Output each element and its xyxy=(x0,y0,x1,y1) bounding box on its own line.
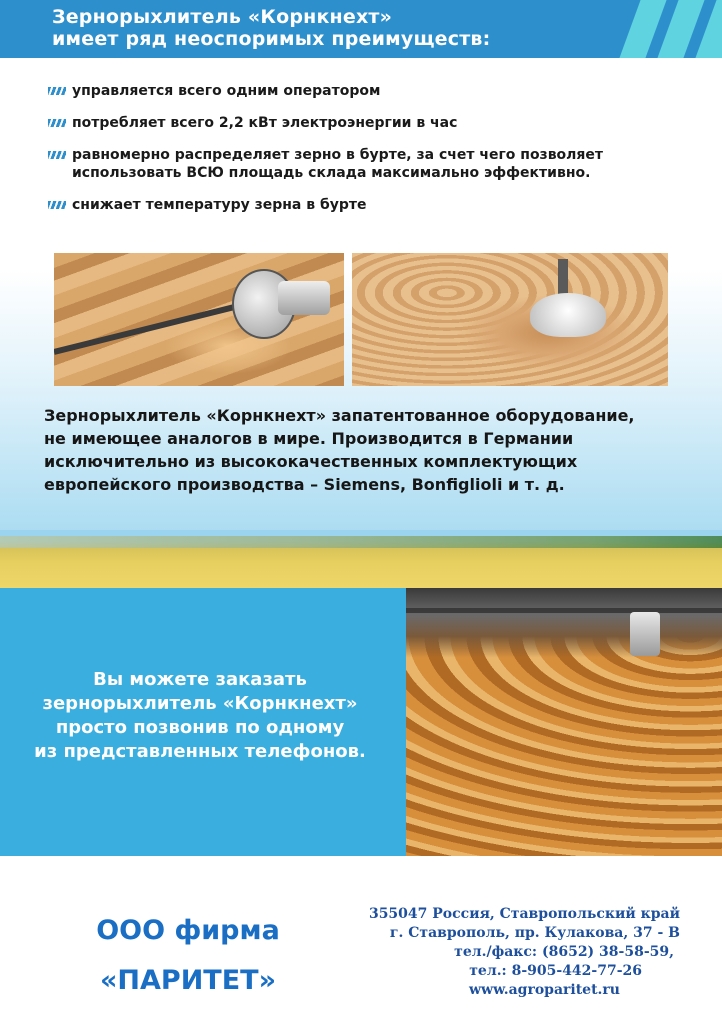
benefit-text: потребляет всего 2,2 кВт электроэнергии в час xyxy=(72,115,458,131)
header-title xyxy=(52,6,612,50)
company-name-line1: ООО фирма xyxy=(96,915,280,946)
header-banner xyxy=(0,0,722,58)
benefit-text: равномерно распределяет зерно в бурте, за счет чего позволяет использовать ВСЮ площадь склада максимально эффективно. xyxy=(72,147,604,181)
company-name xyxy=(38,906,338,1006)
benefit-text: управляется всего одним оператором xyxy=(72,83,381,99)
grain-loosener-photo-1 xyxy=(54,253,344,386)
phone-text: тел.: 8-905-442-77-26 xyxy=(469,963,642,979)
loosener-unit xyxy=(530,293,606,337)
cable xyxy=(54,298,258,355)
benefit-item xyxy=(48,196,648,214)
city-address-text: г. Ставрополь, пр. Кулакова, 37 - В xyxy=(389,925,680,941)
order-text xyxy=(0,668,400,764)
grain-loosener-photo-2 xyxy=(352,253,668,386)
order-line: просто позвонив по одному xyxy=(55,717,345,738)
grain-warehouse-photo xyxy=(406,588,722,856)
benefit-item xyxy=(48,146,648,182)
company-name-line2: «ПАРИТЕТ» xyxy=(99,965,277,996)
patent-line: Зернорыхлитель «Корнкнехт» запатентованное оборудование, xyxy=(44,406,635,425)
address-text: 355047 Россия, Ставропольский край xyxy=(368,906,680,922)
benefit-item xyxy=(48,82,648,100)
patent-line: исключительно из высококачественных комплектующих xyxy=(44,452,578,471)
loosener-machine xyxy=(630,612,660,656)
stripes-bullet-icon xyxy=(48,201,66,209)
warehouse-rail xyxy=(406,608,722,613)
tree-line xyxy=(0,536,722,548)
loosener-motor xyxy=(278,281,330,315)
phone-fax-text: тел./факс: (8652) 38-58-59, xyxy=(454,944,674,960)
website-link[interactable]: www.agroparitet.ru xyxy=(468,982,620,998)
patent-paragraph xyxy=(44,404,684,496)
header-title-line1: Зернорыхлитель «Корнкнехт» xyxy=(52,6,393,28)
patent-line: европейского производства – Siemens, Bonfiglioli и т. д. xyxy=(44,475,565,494)
stripes-bullet-icon xyxy=(48,151,66,159)
patent-line: не имеющее аналогов в мире. Производится в Германии xyxy=(44,429,574,448)
order-line: зернорыхлитель «Корнкнехт» xyxy=(42,693,358,714)
contact-block xyxy=(352,905,692,1000)
stripes-bullet-icon xyxy=(48,119,66,127)
order-line: Вы можете заказать xyxy=(93,669,307,690)
order-line: из представленных телефонов. xyxy=(34,741,366,762)
stripes-bullet-icon xyxy=(48,87,66,95)
benefits-list xyxy=(48,82,648,228)
header-title-line2: имеет ряд неоспоримых преимуществ: xyxy=(52,28,491,50)
benefit-text: снижает температуру зерна в бурте xyxy=(72,197,367,213)
benefit-item xyxy=(48,114,648,132)
